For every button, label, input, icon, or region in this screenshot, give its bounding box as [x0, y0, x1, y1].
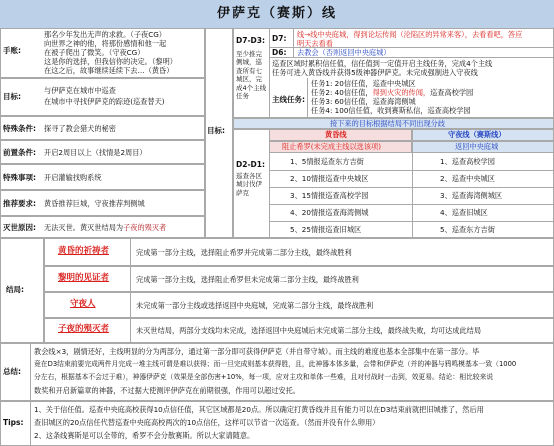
tips-line-1: 1、关于信任值。巡查中央庭高校获得10点信任值，其它区域都是20点。所以确定打黄昏线并且有能力可以在D3结束前就把旧城推了，然后用	[34, 405, 484, 414]
task-4-text: 信任值，收到赛斯私信，巡查高校学园	[348, 106, 471, 115]
dusk-intro: 阻止希罗(未完成主线以选该项)	[282, 142, 382, 151]
task-1	[311, 79, 416, 88]
matters-label: 特殊事项:	[3, 173, 36, 182]
d2-label: 巡查各区城讨伐伊萨克	[236, 172, 262, 197]
page-title: 伊萨克（赛斯）线	[0, 0, 554, 28]
goal-line-1: 与伊萨克在城市中巡查	[44, 86, 116, 95]
night-column-header: 守夜线（赛斯线）	[448, 130, 506, 139]
dusk-row-2: 2、10情报巡查中央城区	[290, 174, 369, 183]
task-2-rumor: 得到火灾的传闻，	[372, 88, 431, 97]
failure-label: 灭世原因:	[3, 223, 36, 232]
special-value: 探寻了教会猎犬的秘密	[44, 124, 116, 133]
d7-desc-1: 巡查区域时累积信任值，信任值到一定值开启主线任务，完成4个主线	[272, 59, 493, 68]
tips-line-2: 查旧城区的20点信任代替巡查中央庭高校两次的10点信任，这样可以节省一次巡查。（然而并没有什么卵用）	[34, 418, 380, 427]
ending-text-night: 未完成第一部分主线或选择返回中央庭城，完成第二部分主线，最终战胜利	[136, 301, 374, 310]
notes-line-4: 这是你的选择，但我信你的决定。（黎明）	[44, 57, 177, 66]
dusk-row-5: 5、25情报巡查旧城区	[290, 225, 362, 234]
notes-label: 手账:	[3, 46, 21, 55]
ending-text-dusk: 完成第一部分主线，选择阻止希罗并完成第二部分主线，最终战胜利	[136, 248, 352, 257]
summary-line-2: 竟在D3结束前要完成两件月完成一堆主线可谓是难以获得；而一旦完成则基本获得胜，且，此神器本体多量，会带和伊萨克（并的神器与鸦鸣模基本一致（1000	[34, 360, 517, 368]
summary-line-4: 数奖和开启新篇章的神器，不过据大使测评伊萨克在前期很强，作用可以超过安托。	[34, 386, 300, 395]
ending-name-dusk: 黄昏的祈祷者	[58, 246, 110, 256]
ending-name-night: 守夜人	[70, 299, 96, 309]
task-3	[311, 97, 416, 106]
goal-label: 目标:	[3, 92, 21, 101]
recommend-value: 黄昏推荐巨城，守夜推荐判侧城	[44, 199, 145, 208]
dusk-row-3: 3、15情报巡查高校学园	[290, 191, 369, 200]
summary-line-1: 教会线×3，剧情还好，主线明显的分为两部分，通过第一部分即可获得伊萨克（并自带守城）。而主线的难度也基本全部集中在第一部分。毕	[34, 347, 480, 356]
task-2-value: 40	[334, 88, 344, 97]
dusk-row-1: 1、5情报巡查东方吉街	[290, 157, 364, 166]
task-2-tail: 巡查高校学园	[430, 88, 474, 97]
summary-label: 总结:	[3, 367, 21, 376]
notes-line-3: 在被子爬出了微笑。（守夜CG）	[44, 48, 145, 57]
task-1-value: 20	[334, 79, 344, 88]
divergence-caption: 接下来的目标根据结局不同出现分歧	[330, 119, 446, 128]
dusk-column-header: 黄昏线	[325, 130, 347, 139]
task-3-text: 信任值，巡查海湾侧城	[343, 97, 416, 106]
goal-line-2: 在城市中寻找伊萨克的踪迹(巡查替天)	[44, 97, 165, 106]
ending-text-dawn: 完成第一部分主线，选择阻止希罗但未完成第二部分主线，最终战胜利	[136, 275, 359, 284]
d7-event-2: 明天去看看	[297, 39, 333, 48]
notes-line-1: 那名少年发出无声的求救。（子夜CG）	[44, 30, 166, 39]
summary-line-3: 分左右，根据基本不会过于难），神器伊萨克（效果是全部伤害+10%，每一项，应对主攻和单体一些难，且对付战时一击到，效更易。结论：相比较来说	[34, 373, 494, 381]
task-4-name: 任务4:	[311, 106, 333, 115]
ending-text-midnight: 未灭世结局，两部分支线均未完成，选择返回中央庭城后未完成第二部分主线，最终战失败，均可达成此结局	[136, 326, 482, 335]
special-label: 特殊条件:	[3, 124, 36, 133]
task-3-name: 任务3:	[311, 97, 333, 106]
d7-desc-2: 任务可进入黄昏线并获得5级神器伊萨克。未完成强制进入守夜线	[272, 68, 478, 77]
target-mid-label: 目标:	[207, 126, 225, 135]
failure-prefix: 无法灭世。黄灭世结局为	[44, 223, 124, 232]
night-row-1: 1、巡查高校学园	[440, 157, 495, 166]
tips-line-3: 2、这条线赛斯是可以全带的，希罗不会分散赛斯。所以大家请随意。	[34, 431, 255, 440]
failure-highlight: 子夜的殒灭者	[123, 223, 167, 232]
task-2-name: 任务2:	[311, 88, 333, 97]
failure-value	[44, 223, 166, 232]
night-intro: 返回中央庭城	[455, 142, 499, 151]
ending-name-midnight: 子夜的殒灭者	[58, 324, 110, 334]
night-row-2: 2、巡查中央城区	[440, 174, 495, 183]
task-1-text: 信任值，巡查中央城区	[343, 79, 416, 88]
d6-day-label: D6:	[272, 48, 287, 57]
notes-line-5: 在这之后，故事继续延续下去…（黄昏）	[44, 66, 174, 75]
night-row-3: 3、巡查海湾侧城区	[440, 191, 503, 200]
ending-name-dawn: 黎明的见证者	[58, 273, 110, 283]
ending-label: 结局:	[6, 285, 24, 294]
dusk-row-4: 4、20情报巡查海湾侧城	[290, 208, 369, 217]
prereq-value: 开启2周目以上（找情是2周目）	[44, 148, 147, 157]
task-4-value: 100	[334, 106, 349, 115]
d7-event-text: →线中央庭城，得到论坛传闻（沦陷区的异常来客），去看看吧，答应	[304, 30, 523, 39]
tips-label: Tips:	[3, 418, 24, 427]
recommend-label: 推荐要求:	[3, 199, 36, 208]
task-4	[311, 106, 471, 115]
d2-header: D2-D1:	[236, 160, 266, 169]
main-task-label: 主线任务:	[272, 95, 305, 104]
notes-line-2: 向世界之神的他，将那份感情和他一起	[44, 39, 167, 48]
task-3-value: 60	[334, 97, 344, 106]
task-2: 任务2: 40信任值，得到火灾的传闻，巡查高校学园	[311, 88, 474, 97]
d7-line-prefix: 线	[297, 30, 305, 39]
d7-day-label: D7:	[272, 34, 287, 43]
night-row-4: 4、巡查旧城区	[440, 208, 488, 217]
d7-header: D7-D3:	[236, 36, 266, 45]
d7-event	[297, 30, 522, 39]
d6-event: 去教会（否则返回中央庭城）	[297, 48, 391, 57]
task-1-name: 任务1:	[311, 79, 333, 88]
matters-value: 开启灌输找购系统	[44, 173, 102, 182]
d7-label: 至少推完侧城，巡查所有七城区，完成4个主线任务	[236, 50, 267, 101]
night-row-5: 5、巡查东方吉街	[440, 225, 495, 234]
prereq-label: 前置条件:	[3, 148, 36, 157]
